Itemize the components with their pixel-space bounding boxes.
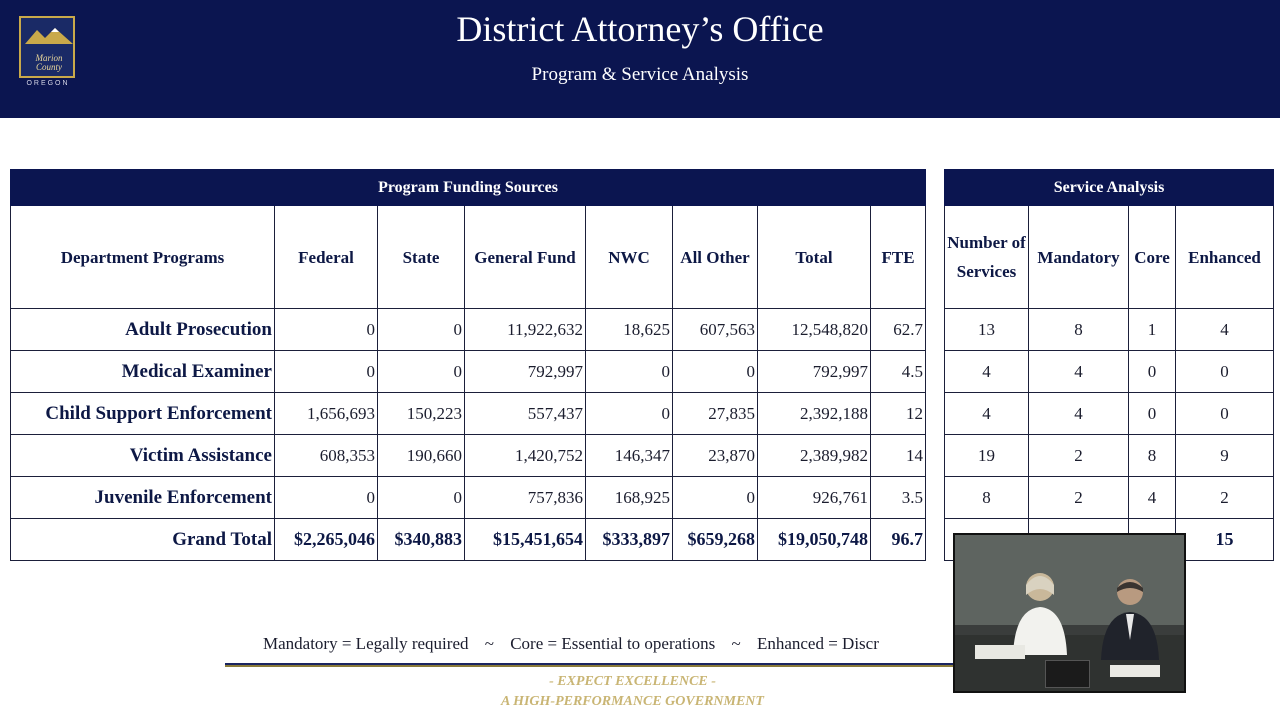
core-cell: 4 xyxy=(1129,477,1176,519)
mandatory-cell: 4 xyxy=(1029,393,1129,435)
footer-motto: - EXPECT EXCELLENCE - xyxy=(549,674,716,689)
col-header: Core xyxy=(1129,206,1176,309)
legend-core: Core = Essential to operations xyxy=(510,634,716,653)
legend xyxy=(263,634,891,654)
funding-band-label: Program Funding Sources xyxy=(11,170,926,206)
nwc-cell: 18,625 xyxy=(586,309,673,351)
federal-cell: 0 xyxy=(275,477,378,519)
col-header: Enhanced xyxy=(1176,206,1274,309)
enhanced-total: 15 xyxy=(1176,519,1274,561)
fte-cell: 14 xyxy=(871,435,926,477)
program-name: Adult Prosecution xyxy=(11,309,275,351)
col-header: Mandatory xyxy=(1029,206,1129,309)
fte-cell: 62.7 xyxy=(871,309,926,351)
general-fund-cell: 757,836 xyxy=(465,477,586,519)
nwc-cell: 0 xyxy=(586,393,673,435)
col-header: State xyxy=(378,206,465,309)
enhanced-cell: 9 xyxy=(1176,435,1274,477)
funding-table xyxy=(10,169,926,561)
grand-total-row xyxy=(11,519,926,561)
general-fund-cell: 1,420,752 xyxy=(465,435,586,477)
col-header: Total xyxy=(758,206,871,309)
nwc-total: $333,897 xyxy=(586,519,673,561)
fte-cell: 3.5 xyxy=(871,477,926,519)
federal-cell: 0 xyxy=(275,309,378,351)
table-row xyxy=(945,435,1274,477)
state-cell: 150,223 xyxy=(378,393,465,435)
federal-cell: 1,656,693 xyxy=(275,393,378,435)
total-cell: 2,392,188 xyxy=(758,393,871,435)
service-table xyxy=(944,169,1274,561)
fte-cell: 4.5 xyxy=(871,351,926,393)
funding-band xyxy=(11,170,926,206)
total-total: $19,050,748 xyxy=(758,519,871,561)
program-name: Victim Assistance xyxy=(11,435,275,477)
table-row xyxy=(11,393,926,435)
col-header: NWC xyxy=(586,206,673,309)
core-cell: 0 xyxy=(1129,393,1176,435)
all-other-cell: 0 xyxy=(673,351,758,393)
mandatory-cell: 2 xyxy=(1029,435,1129,477)
nwc-cell: 168,925 xyxy=(586,477,673,519)
col-header: All Other xyxy=(673,206,758,309)
grand-total-label: Grand Total xyxy=(11,519,275,561)
logo-name: Marion County xyxy=(35,53,63,72)
federal-cell: 0 xyxy=(275,351,378,393)
mandatory-cell: 4 xyxy=(1029,351,1129,393)
core-cell: 0 xyxy=(1129,351,1176,393)
core-cell: 8 xyxy=(1129,435,1176,477)
service-column-headers xyxy=(945,206,1274,309)
state-cell: 0 xyxy=(378,477,465,519)
all-other-total: $659,268 xyxy=(673,519,758,561)
col-header: General Fund xyxy=(465,206,586,309)
general-fund-cell: 557,437 xyxy=(465,393,586,435)
all-other-cell: 23,870 xyxy=(673,435,758,477)
fte-total: 96.7 xyxy=(871,519,926,561)
col-header: Federal xyxy=(275,206,378,309)
state-total: $340,883 xyxy=(378,519,465,561)
person-icon xyxy=(1005,565,1075,655)
col-header: Number of Services xyxy=(945,206,1029,309)
enhanced-cell: 4 xyxy=(1176,309,1274,351)
col-header: Department Programs xyxy=(11,206,275,309)
enhanced-cell: 0 xyxy=(1176,393,1274,435)
table-row xyxy=(11,351,926,393)
laptop-icon xyxy=(1045,660,1090,688)
federal-total: $2,265,046 xyxy=(275,519,378,561)
program-name: Juvenile Enforcement xyxy=(11,477,275,519)
number-cell: 8 xyxy=(945,477,1029,519)
program-name: Child Support Enforcement xyxy=(11,393,275,435)
total-cell: 792,997 xyxy=(758,351,871,393)
page-subtitle: Program & Service Analysis xyxy=(531,64,749,85)
person-icon xyxy=(1095,570,1165,660)
state-cell: 190,660 xyxy=(378,435,465,477)
table-row xyxy=(11,309,926,351)
federal-cell: 608,353 xyxy=(275,435,378,477)
general-fund-total: $15,451,654 xyxy=(465,519,586,561)
nwc-cell: 146,347 xyxy=(586,435,673,477)
all-other-cell: 607,563 xyxy=(673,309,758,351)
number-cell: 19 xyxy=(945,435,1029,477)
table-row xyxy=(945,351,1274,393)
program-name: Medical Examiner xyxy=(11,351,275,393)
col-header: FTE xyxy=(871,206,926,309)
service-band-label: Service Analysis xyxy=(945,170,1274,206)
state-cell: 0 xyxy=(378,351,465,393)
table-row xyxy=(945,309,1274,351)
legend-enhanced: Enhanced = Discr xyxy=(756,634,879,653)
table-row xyxy=(11,435,926,477)
number-cell: 4 xyxy=(945,351,1029,393)
table-row xyxy=(11,477,926,519)
total-cell: 2,389,982 xyxy=(758,435,871,477)
core-cell: 1 xyxy=(1129,309,1176,351)
mandatory-cell: 2 xyxy=(1029,477,1129,519)
table-row xyxy=(945,477,1274,519)
video-thumbnail[interactable] xyxy=(953,533,1186,693)
table-row xyxy=(945,393,1274,435)
video-papers xyxy=(1110,665,1160,677)
nwc-cell: 0 xyxy=(586,351,673,393)
total-cell: 926,761 xyxy=(758,477,871,519)
number-cell: 13 xyxy=(945,309,1029,351)
total-cell: 12,548,820 xyxy=(758,309,871,351)
footer-motto-sub: A HIGH-PERFORMANCE GOVERNMENT xyxy=(501,694,764,709)
footer-divider xyxy=(225,663,955,667)
legend-separator: ~ xyxy=(731,634,741,653)
page-title: District Attorney’s Office xyxy=(456,9,824,49)
funding-column-headers xyxy=(11,206,926,309)
legend-mandatory: Mandatory = Legally required xyxy=(263,634,469,653)
enhanced-cell: 2 xyxy=(1176,477,1274,519)
fte-cell: 12 xyxy=(871,393,926,435)
mandatory-cell: 8 xyxy=(1029,309,1129,351)
legend-separator: ~ xyxy=(484,634,494,653)
state-cell: 0 xyxy=(378,309,465,351)
general-fund-cell: 792,997 xyxy=(465,351,586,393)
general-fund-cell: 11,922,632 xyxy=(465,309,586,351)
video-papers xyxy=(975,645,1025,659)
header-banner xyxy=(0,0,1280,118)
all-other-cell: 27,835 xyxy=(673,393,758,435)
service-band xyxy=(945,170,1274,206)
logo-state: OREGON xyxy=(26,80,70,87)
all-other-cell: 0 xyxy=(673,477,758,519)
enhanced-cell: 0 xyxy=(1176,351,1274,393)
number-cell: 4 xyxy=(945,393,1029,435)
